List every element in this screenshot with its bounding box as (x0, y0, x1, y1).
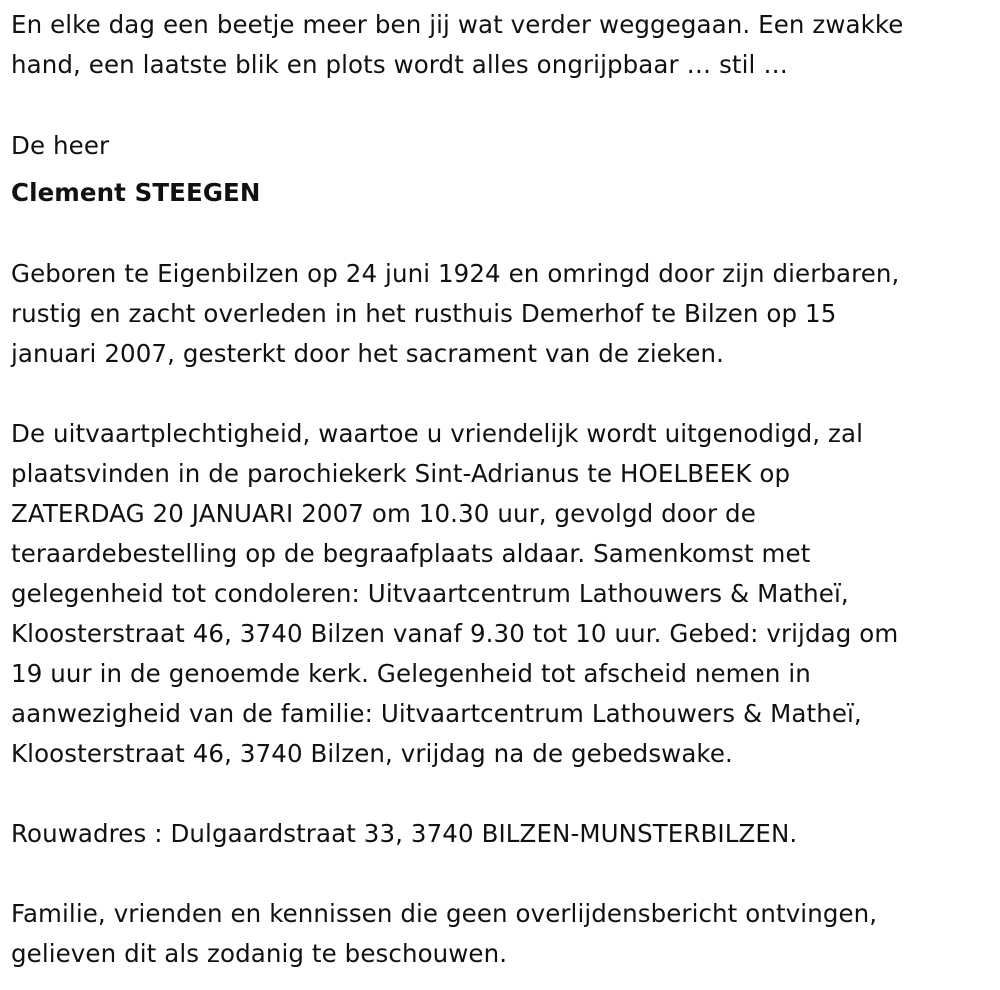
intro-poem (11, 5, 991, 85)
salutation (11, 126, 991, 166)
birth-line: januari 2007, gesterkt door het sacrament van de zieken. (11, 339, 725, 368)
funeral-line: gelegenheid tot condoleren: Uitvaartcentrum Lathouwers & Matheï, (11, 579, 849, 608)
funeral-line: plaatsvinden in de parochiekerk Sint-Adrianus te HOELBEEK op (11, 459, 791, 488)
intro-line: En elke dag een beetje meer ben jij wat verder weggegaan. Een zwakke (11, 10, 904, 39)
birth-paragraph (11, 254, 991, 374)
funeral-paragraph (11, 414, 991, 774)
funeral-line: 19 uur in de genoemde kerk. Gelegenheid tot afscheid nemen in (11, 659, 811, 688)
deceased-name (11, 173, 991, 213)
intro-line: hand, een laatste blik en plots wordt alles ongrijpbaar … stil … (11, 50, 788, 79)
funeral-line: Kloosterstraat 46, 3740 Bilzen vanaf 9.30 tot 10 uur. Gebed: vrijdag om (11, 619, 899, 648)
funeral-line: De uitvaartplechtigheid, waartoe u vriendelijk wordt uitgenodigd, zal (11, 419, 864, 448)
funeral-line: Kloosterstraat 46, 3740 Bilzen, vrijdag na de gebedswake. (11, 739, 733, 768)
funeral-line: teraardebestelling op de begraafplaats aldaar. Samenkomst met (11, 539, 811, 568)
birth-line: Geboren te Eigenbilzen op 24 juni 1924 en omringd door zijn dierbaren, (11, 259, 900, 288)
funeral-line: ZATERDAG 20 JANUARI 2007 om 10.30 uur, gevolgd door de (11, 499, 756, 528)
closing-paragraph (11, 894, 991, 974)
closing-line: Familie, vrienden en kennissen die geen overlijdensbericht ontvingen, (11, 899, 878, 928)
birth-line: rustig en zacht overleden in het rusthuis Demerhof te Bilzen op 15 (11, 299, 837, 328)
deceased-name-text: Clement STEEGEN (11, 178, 261, 207)
salutation-text: De heer (11, 131, 110, 160)
address-paragraph (11, 814, 991, 854)
closing-line: gelieven dit als zodanig te beschouwen. (11, 939, 508, 968)
funeral-line: aanwezigheid van de familie: Uitvaartcentrum Lathouwers & Matheï, (11, 699, 862, 728)
mourning-address: Rouwadres : Dulgaardstraat 33, 3740 BILZEN-MUNSTERBILZEN. (11, 819, 798, 848)
